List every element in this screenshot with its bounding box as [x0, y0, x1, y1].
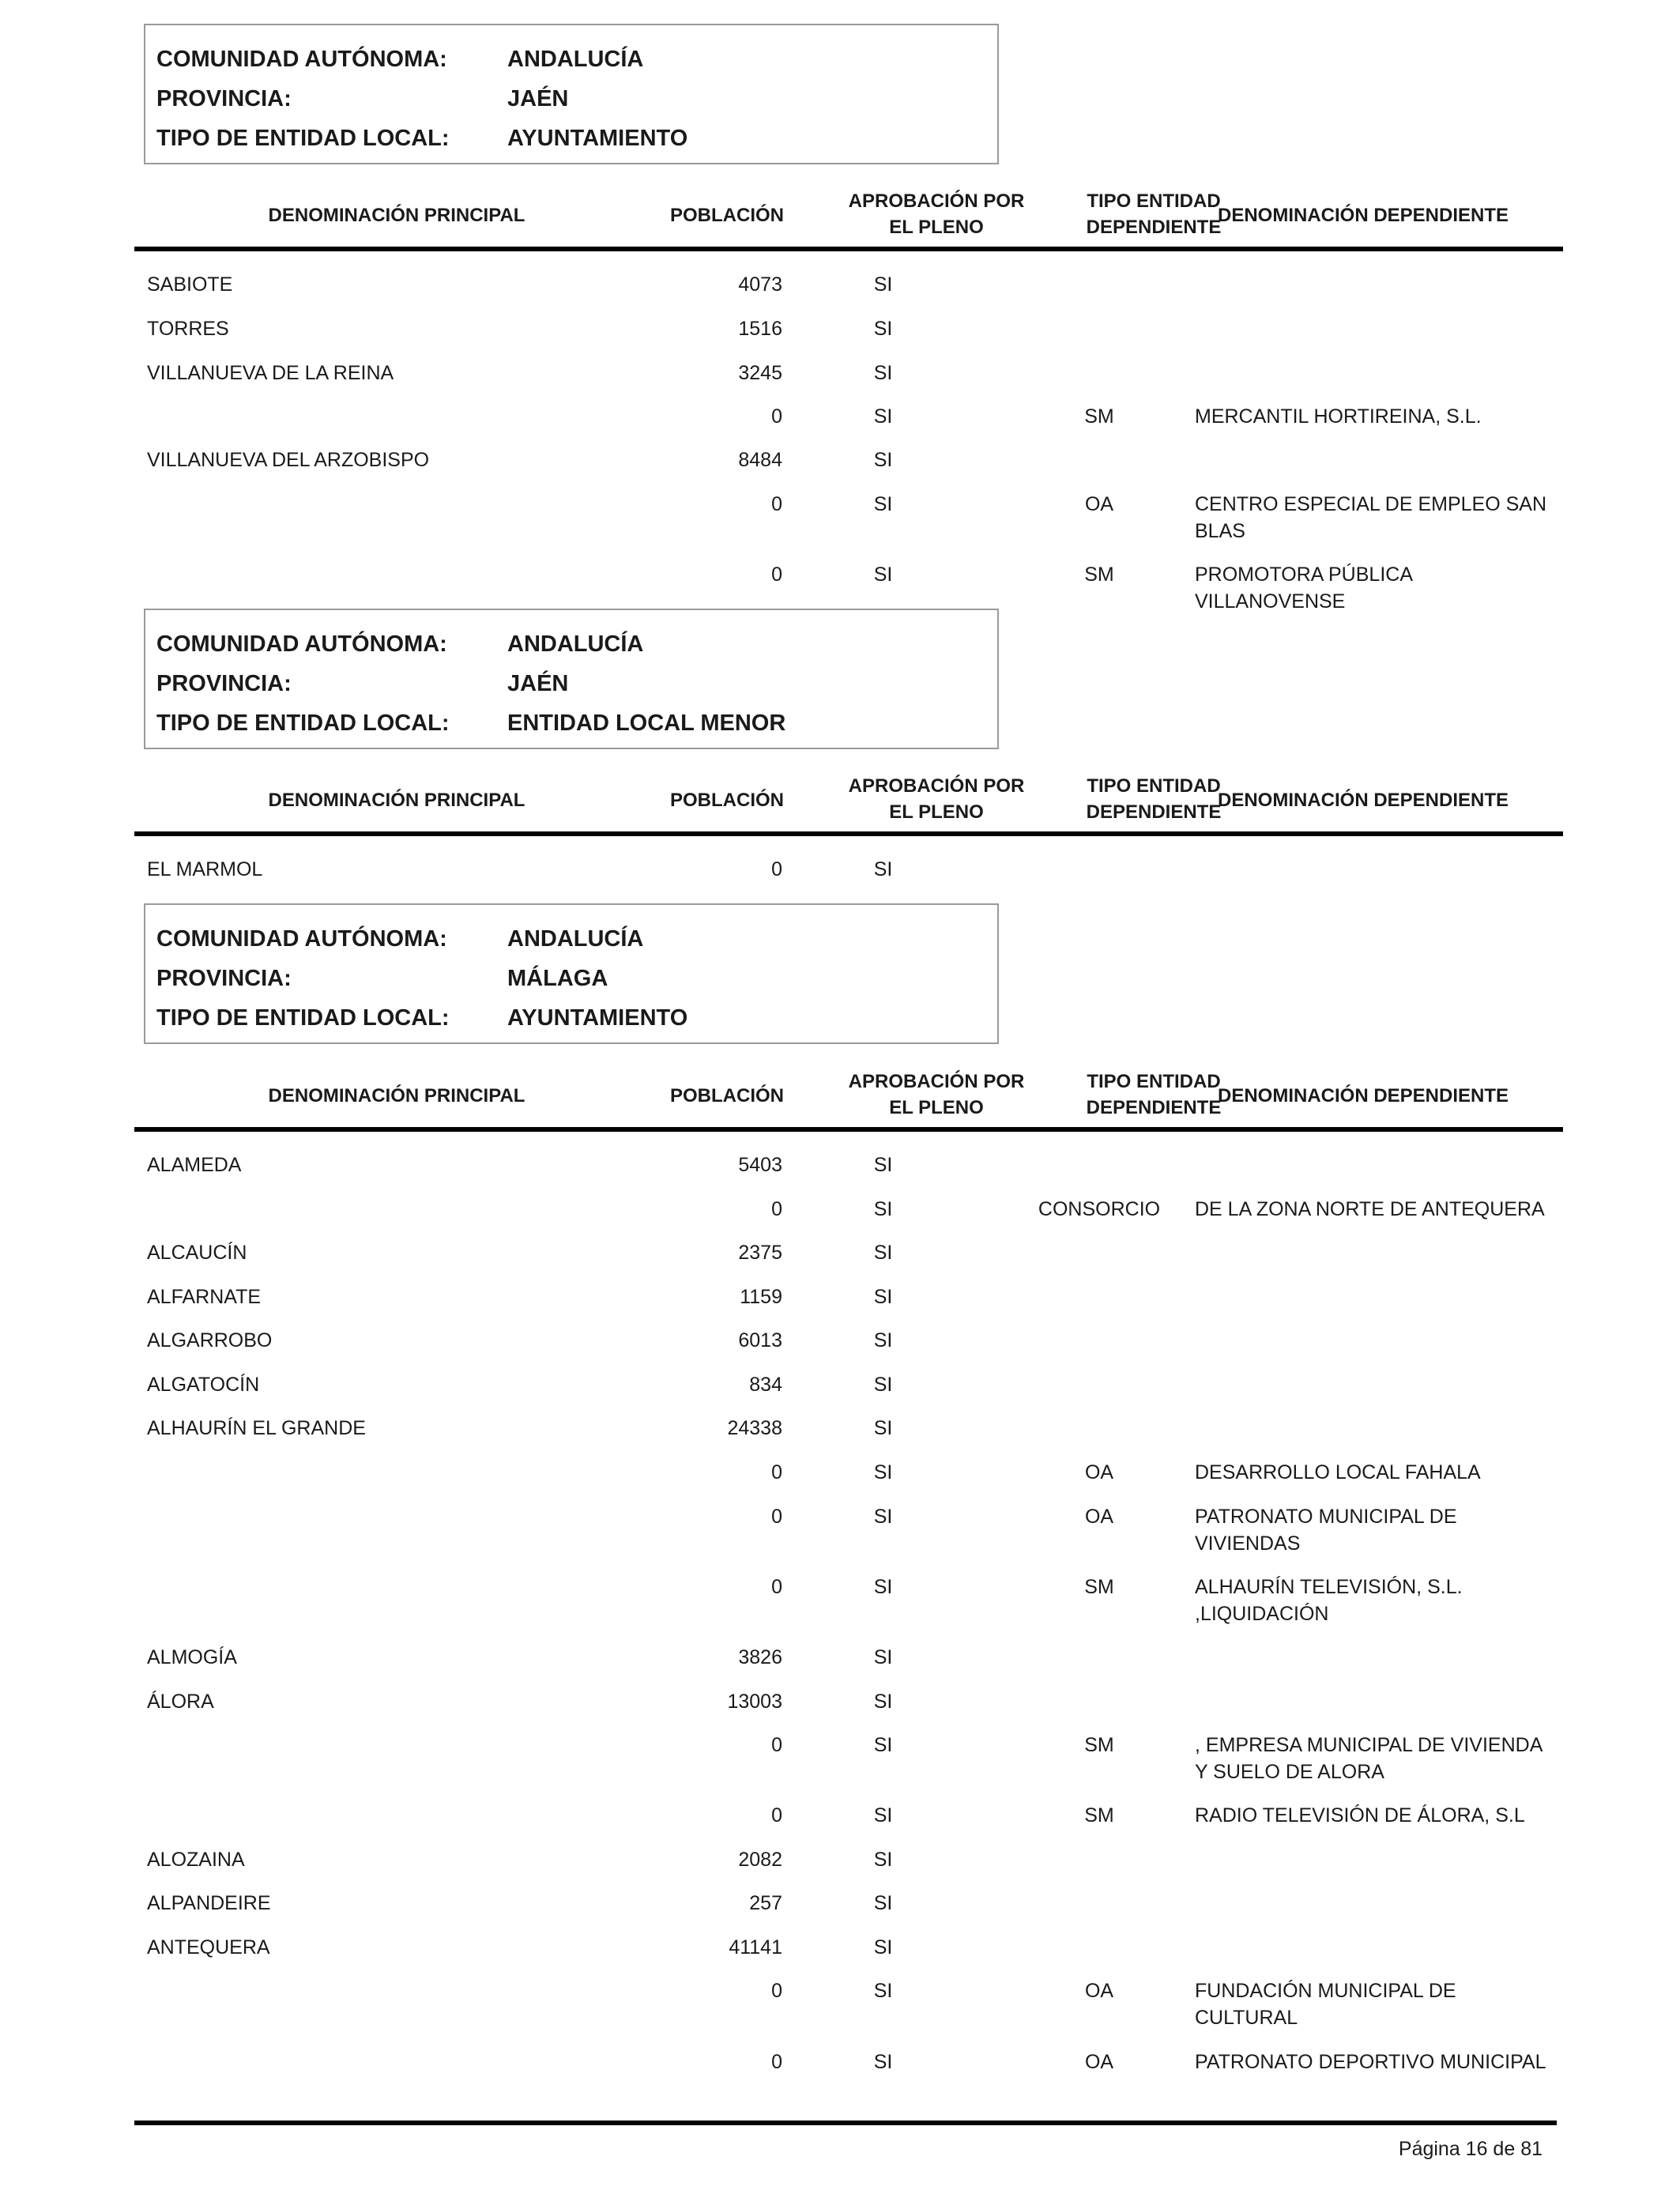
info-row-provincia [145, 959, 997, 998]
row-dependiente: CENTRO ESPECIAL DE EMPLEO SAN BLAS [1195, 493, 1547, 542]
table-column-header [134, 741, 1563, 836]
row-aprobacion: SI [873, 1417, 893, 1439]
provincia-value: MÁLAGA [507, 966, 608, 991]
table-row [0, 561, 1680, 613]
row-dependiente: PATRONATO DEPORTIVO MUNICIPAL [1195, 2051, 1546, 2073]
header-denominacion-principal: DENOMINACIÓN PRINCIPAL [268, 205, 525, 226]
row-poblacion: 1159 [740, 1286, 782, 1308]
row-dependiente: PATRONATO MUNICIPAL DE VIVIENDAS [1195, 1506, 1457, 1555]
header-aprobacion-line2: EL PLENO [889, 217, 984, 238]
header-aprobacion-line2: EL PLENO [889, 801, 984, 823]
row-poblacion: 257 [749, 1892, 782, 1914]
header-rule [134, 831, 1563, 836]
row-aprobacion: SI [873, 564, 893, 586]
row-tipo: SM [1084, 564, 1114, 586]
row-denominacion: SABIOTE [147, 273, 233, 296]
entity-info-box [144, 24, 999, 164]
row-aprobacion: SI [873, 1804, 893, 1826]
header-rule [134, 1127, 1563, 1132]
header-aprobacion-line1: APROBACIÓN POR [848, 775, 1025, 797]
row-aprobacion: SI [873, 1734, 893, 1756]
row-aprobacion: SI [873, 405, 893, 428]
row-aprobacion: SI [873, 1374, 893, 1396]
row-poblacion: 0 [771, 1804, 782, 1826]
header-tipo-line2: DEPENDIENTE [1086, 217, 1222, 238]
table-row [0, 1415, 1680, 1446]
row-aprobacion: SI [873, 493, 893, 515]
row-tipo: OA [1084, 1506, 1114, 1528]
row-tipo: OA [1084, 2051, 1114, 2073]
row-aprobacion: SI [873, 1936, 893, 1958]
row-tipo: CONSORCIO [1038, 1198, 1161, 1220]
tipo-entidad-value: AYUNTAMIENTO [507, 1005, 688, 1031]
header-aprobacion-line1: APROBACIÓN POR [848, 1071, 1025, 1092]
header-denominacion-dependiente: DENOMINACIÓN DEPENDIENTE [1217, 1085, 1509, 1106]
row-denominacion: ALGATOCÍN [147, 1374, 260, 1396]
row-denominacion: VILLANUEVA DEL ARZOBISPO [147, 449, 430, 471]
header-denominacion-principal: DENOMINACIÓN PRINCIPAL [268, 1085, 525, 1106]
header-rule [134, 247, 1563, 251]
table-row [0, 491, 1680, 542]
header-tipo-line1: TIPO ENTIDAD [1087, 1071, 1221, 1092]
row-dependiente: DE LA ZONA NORTE DE ANTEQUERA [1195, 1198, 1545, 1220]
comunidad-value: ANDALUCÍA [507, 926, 644, 952]
header-aprobacion-pleno [822, 1069, 1051, 1121]
row-denominacion: ALPANDEIRE [147, 1892, 271, 1914]
row-poblacion: 0 [771, 2051, 782, 2073]
row-denominacion: ALGARROBO [147, 1329, 273, 1351]
provincia-label: PROVINCIA: [156, 966, 292, 991]
row-denominacion: EL MARMOL [147, 858, 263, 880]
header-tipo-line2: DEPENDIENTE [1086, 801, 1222, 823]
header-denominacion-principal: DENOMINACIÓN PRINCIPAL [268, 790, 525, 811]
row-dependiente: RADIO TELEVISIÓN DE ÁLORA, S.L [1195, 1804, 1525, 1826]
provincia-label: PROVINCIA: [156, 671, 292, 696]
row-denominacion: ALAMEDA [147, 1154, 242, 1176]
comunidad-value: ANDALUCÍA [507, 47, 644, 72]
row-poblacion: 24338 [727, 1417, 782, 1439]
table-row [0, 403, 1680, 435]
row-poblacion: 3245 [738, 362, 782, 384]
row-aprobacion: SI [873, 1198, 893, 1220]
row-aprobacion: SI [873, 1892, 893, 1914]
table-column-header [134, 1037, 1563, 1132]
table-row [0, 1371, 1680, 1403]
row-poblacion: 834 [749, 1374, 782, 1396]
row-aprobacion: SI [873, 1329, 893, 1351]
header-aprobacion-line2: EL PLENO [889, 1097, 984, 1118]
row-aprobacion: SI [873, 1691, 893, 1713]
row-tipo: OA [1084, 1461, 1114, 1483]
row-denominacion: VILLANUEVA DE LA REINA [147, 362, 394, 384]
header-poblacion: POBLACIÓN [670, 790, 784, 811]
row-poblacion: 2375 [738, 1242, 782, 1264]
entity-info-box [144, 903, 999, 1044]
provincia-label: PROVINCIA: [156, 86, 292, 111]
row-dependiente: FUNDACIÓN MUNICIPAL DE CULTURAL [1195, 1980, 1456, 2029]
header-denominacion-dependiente: DENOMINACIÓN DEPENDIENTE [1217, 790, 1509, 811]
header-aprobacion-pleno [822, 773, 1051, 825]
info-row-tipo-entidad [145, 703, 997, 743]
row-dependiente: DESARROLLO LOCAL FAHALA [1195, 1461, 1481, 1483]
row-tipo: OA [1084, 493, 1114, 515]
table-row [0, 1846, 1680, 1878]
tipo-entidad-label: TIPO DE ENTIDAD LOCAL: [156, 1005, 450, 1031]
table-row [0, 1644, 1680, 1676]
row-poblacion: 0 [771, 1461, 782, 1483]
row-denominacion: ALCAUCÍN [147, 1242, 247, 1264]
entity-info-box [144, 609, 999, 749]
comunidad-label: COMUNIDAD AUTÓNOMA: [156, 926, 447, 952]
table-row [0, 1977, 1680, 2029]
row-aprobacion: SI [873, 273, 893, 296]
page-number: Página 16 de 81 [1398, 2138, 1543, 2160]
row-aprobacion: SI [873, 362, 893, 384]
table-row [0, 1732, 1680, 1783]
row-poblacion: 41141 [729, 1936, 782, 1958]
row-tipo: SM [1084, 1804, 1114, 1826]
table-row [0, 1239, 1680, 1271]
row-aprobacion: SI [873, 1849, 893, 1871]
table-row [0, 1574, 1680, 1625]
table-row [0, 1890, 1680, 1921]
header-tipo-line1: TIPO ENTIDAD [1087, 775, 1221, 797]
row-dependiente: ALHAURÍN TELEVISIÓN, S.L. ,LIQUIDACIÓN [1195, 1576, 1463, 1625]
row-tipo: SM [1084, 405, 1114, 428]
table-row [0, 1152, 1680, 1183]
info-row-comunidad [145, 624, 997, 664]
header-poblacion: POBLACIÓN [670, 205, 784, 226]
table-row [0, 1196, 1680, 1227]
footer-rule [134, 2120, 1557, 2125]
row-aprobacion: SI [873, 1242, 893, 1264]
table-row [0, 1688, 1680, 1720]
row-denominacion: ALOZAINA [147, 1849, 245, 1871]
row-denominacion: ANTEQUERA [147, 1936, 270, 1958]
table-row [0, 1802, 1680, 1834]
table-row [0, 856, 1680, 888]
row-poblacion: 4073 [738, 273, 782, 296]
row-aprobacion: SI [873, 1576, 893, 1598]
row-aprobacion: SI [873, 1646, 893, 1668]
info-row-tipo-entidad [145, 119, 997, 158]
provincia-value: JAÉN [507, 671, 569, 696]
header-denominacion-dependiente: DENOMINACIÓN DEPENDIENTE [1217, 205, 1509, 226]
row-aprobacion: SI [873, 1154, 893, 1176]
row-poblacion: 2082 [738, 1849, 782, 1871]
table-row [0, 360, 1680, 391]
table-row [0, 315, 1680, 347]
row-poblacion: 13003 [727, 1691, 782, 1713]
info-row-provincia [145, 79, 997, 119]
comunidad-label: COMUNIDAD AUTÓNOMA: [156, 631, 447, 657]
row-aprobacion: SI [873, 1286, 893, 1308]
provincia-value: JAÉN [507, 86, 569, 111]
row-poblacion: 0 [771, 493, 782, 515]
tipo-entidad-value: ENTIDAD LOCAL MENOR [507, 711, 786, 736]
header-tipo-line2: DEPENDIENTE [1086, 1097, 1222, 1118]
row-denominacion: ÁLORA [147, 1691, 214, 1713]
table-row [0, 1503, 1680, 1555]
row-aprobacion: SI [873, 1506, 893, 1528]
table-row [0, 447, 1680, 478]
tipo-entidad-label: TIPO DE ENTIDAD LOCAL: [156, 126, 450, 151]
row-poblacion: 0 [771, 1576, 782, 1598]
table-row [0, 1934, 1680, 1966]
table-row [0, 271, 1680, 303]
row-aprobacion: SI [873, 1461, 893, 1483]
row-poblacion: 0 [771, 1506, 782, 1528]
table-column-header [134, 156, 1563, 251]
row-tipo: OA [1084, 1980, 1114, 2002]
row-poblacion: 0 [771, 1734, 782, 1756]
row-aprobacion: SI [873, 858, 893, 880]
row-poblacion: 3826 [738, 1646, 782, 1668]
tipo-entidad-label: TIPO DE ENTIDAD LOCAL: [156, 711, 450, 736]
header-tipo-line1: TIPO ENTIDAD [1087, 190, 1221, 212]
row-poblacion: 1516 [738, 318, 782, 340]
table-row [0, 1284, 1680, 1315]
row-poblacion: 5403 [738, 1154, 782, 1176]
header-aprobacion-pleno [822, 188, 1051, 240]
table-row [0, 2049, 1680, 2080]
row-denominacion: ALHAURÍN EL GRANDE [147, 1417, 366, 1439]
row-poblacion: 0 [771, 858, 782, 880]
table-row [0, 1327, 1680, 1359]
row-poblacion: 8484 [738, 449, 782, 471]
row-denominacion: ALMOGÍA [147, 1646, 237, 1668]
row-poblacion: 0 [771, 564, 782, 586]
row-aprobacion: SI [873, 1980, 893, 2002]
header-poblacion: POBLACIÓN [670, 1085, 784, 1106]
row-poblacion: 0 [771, 1980, 782, 2002]
row-tipo: SM [1084, 1576, 1114, 1598]
row-aprobacion: SI [873, 2051, 893, 2073]
header-aprobacion-line1: APROBACIÓN POR [848, 190, 1025, 212]
row-poblacion: 6013 [738, 1329, 782, 1351]
comunidad-label: COMUNIDAD AUTÓNOMA: [156, 47, 447, 72]
row-aprobacion: SI [873, 449, 893, 471]
row-denominacion: TORRES [147, 318, 229, 340]
comunidad-value: ANDALUCÍA [507, 631, 644, 657]
info-row-provincia [145, 664, 997, 703]
tipo-entidad-value: AYUNTAMIENTO [507, 126, 688, 151]
row-dependiente: PROMOTORA PÚBLICA VILLANOVENSE [1195, 564, 1412, 613]
row-dependiente: , EMPRESA MUNICIPAL DE VIVIENDA Y SUELO DE ALORA [1195, 1734, 1543, 1783]
info-row-comunidad [145, 919, 997, 959]
row-tipo: SM [1084, 1734, 1114, 1756]
info-row-tipo-entidad [145, 998, 997, 1038]
row-poblacion: 0 [771, 1198, 782, 1220]
table-row [0, 1459, 1680, 1491]
info-row-comunidad [145, 40, 997, 79]
row-denominacion: ALFARNATE [147, 1286, 262, 1308]
row-aprobacion: SI [873, 318, 893, 340]
row-dependiente: MERCANTIL HORTIREINA, S.L. [1195, 405, 1482, 428]
row-poblacion: 0 [771, 405, 782, 428]
